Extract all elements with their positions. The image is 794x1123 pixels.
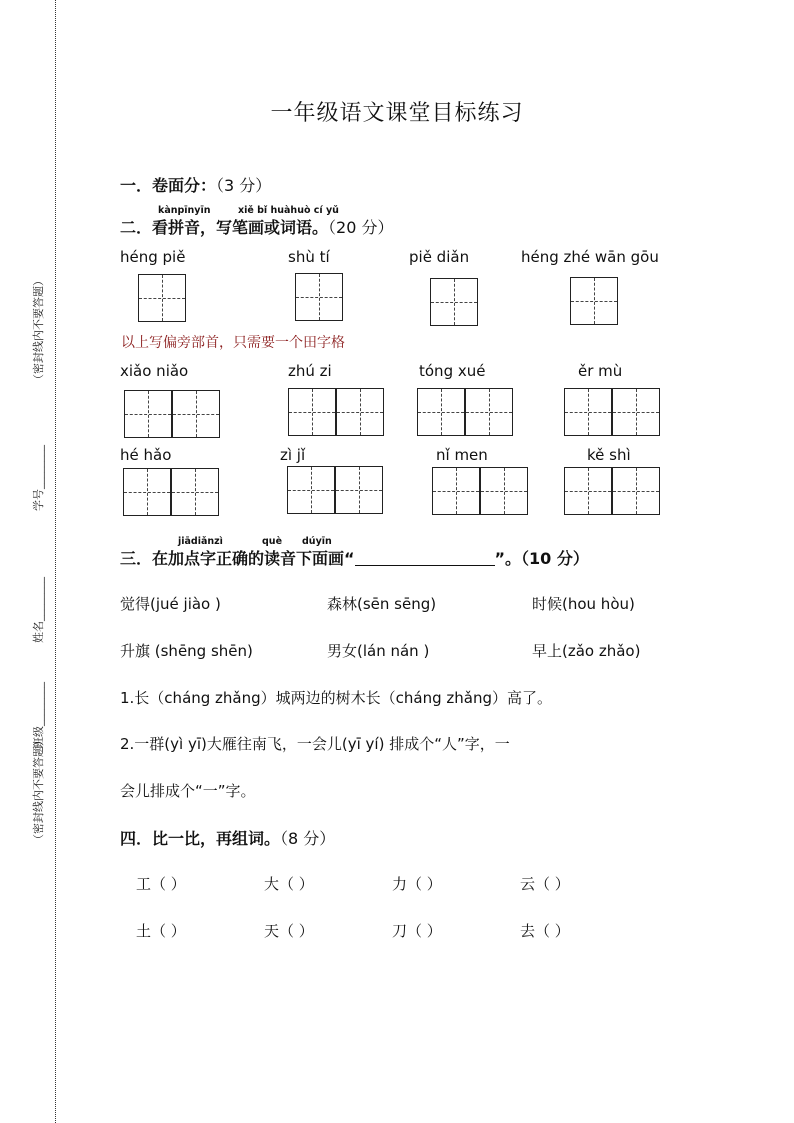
word-pinyin: hé hǎo (120, 446, 172, 464)
word-pinyin: tóng xué (419, 362, 486, 380)
writing-grid-cell[interactable] (124, 390, 172, 438)
writing-grid-cell[interactable] (612, 467, 660, 515)
section-3-heading (120, 546, 589, 569)
writing-grid-cell[interactable] (612, 388, 660, 436)
writing-grid-cell[interactable] (295, 273, 343, 321)
writing-grid-cell[interactable] (138, 274, 186, 322)
section-4-label: 四．比一比，再组词。 (120, 829, 281, 848)
section-2-heading (120, 215, 393, 238)
section-2-label: 二．看拼音，写笔画或词语。 (120, 218, 329, 237)
compare-item: 天（ ） (264, 922, 314, 940)
section-3-ruby-duyin: dúyīn (302, 536, 332, 547)
writing-grid-cell[interactable] (564, 467, 612, 515)
word-pinyin: zì jǐ (280, 446, 306, 464)
writing-grid-cell[interactable] (287, 466, 335, 514)
class-label: 班级________ (32, 682, 45, 748)
sentence-2-line-1: 2.一群(yì yī)大雁往南飞，一会儿(yī yí) 排成个“人”字，一 (120, 735, 510, 753)
writing-grid-cell[interactable] (430, 278, 478, 326)
writing-grid-cell[interactable] (480, 467, 528, 515)
reading-item: 男女(lán nán ) (327, 642, 430, 660)
reading-item: 森林(sēn sēng) (327, 595, 437, 613)
compare-item: 大（ ） (264, 875, 314, 893)
section-2-ruby-kanpinyin: kànpīnyīn (158, 205, 211, 216)
compare-item: 刀（ ） (392, 922, 442, 940)
stroke-pinyin: héng zhé wān gōu (521, 248, 659, 266)
reading-item: 觉得(jué jiào ) (120, 595, 221, 613)
reading-item: 早上(zǎo zhǎo) (532, 642, 641, 660)
section-3-ruby-jiadianzi: jiādiǎnzì (178, 536, 223, 547)
writing-grid-cell[interactable] (417, 388, 465, 436)
writing-grid-cell[interactable] (570, 277, 618, 325)
stroke-pinyin: piě diǎn (409, 248, 470, 266)
name-label: 姓名________ (32, 577, 45, 643)
section-1-label: 一．卷面分： (120, 176, 217, 195)
section-4-heading (120, 826, 335, 849)
writing-grid-cell[interactable] (288, 388, 336, 436)
reading-item: 升旗 (shēng shēn) (120, 642, 253, 660)
writing-grid-cell[interactable] (335, 466, 383, 514)
section-3-label-start: 三．在加点字正确的读音下面画“ (120, 549, 355, 568)
word-pinyin: xiǎo niǎo (120, 362, 189, 380)
section-4-score: （8 分） (280, 829, 336, 848)
compare-item: 力（ ） (392, 875, 442, 893)
word-pinyin: nǐ men (436, 446, 488, 464)
stroke-pinyin: shù tí (288, 248, 330, 266)
section-3-label-end: ”。（10 分） (494, 549, 589, 568)
stroke-pinyin: héng piě (120, 248, 186, 266)
writing-grid-cell[interactable] (123, 468, 171, 516)
writing-grid-cell[interactable] (432, 467, 480, 515)
section-1-heading (120, 173, 271, 196)
section-3-ruby-que: què (262, 536, 283, 547)
word-pinyin: ěr mù (578, 362, 623, 380)
word-pinyin: kě shì (587, 446, 631, 464)
writing-grid-cell[interactable] (564, 388, 612, 436)
compare-item: 去（ ） (520, 922, 570, 940)
seal-notice-bottom: （密封线内不要答题） (32, 735, 45, 845)
writing-grid-cell[interactable] (172, 390, 220, 438)
answer-blank (355, 565, 495, 566)
student-number-label: 学号________ (32, 445, 45, 511)
page-title: 一年级语文课堂目标练习 (270, 101, 524, 126)
writing-grid-cell[interactable] (171, 468, 219, 516)
compare-item: 云（ ） (520, 875, 570, 893)
section-1-score: （3 分） (216, 176, 272, 195)
section-2-ruby-xiebihua: xiě bǐ huàhuò cí yǔ (238, 205, 339, 216)
compare-item: 土（ ） (136, 922, 186, 940)
word-pinyin: zhú zi (288, 362, 332, 380)
writing-grid-cell[interactable] (465, 388, 513, 436)
writing-grid-cell[interactable] (336, 388, 384, 436)
reading-item: 时候(hou hòu) (532, 595, 635, 613)
instruction-note: 以上写偏旁部首，只需要一个田字格 (121, 335, 345, 351)
sentence-1: 1.长（cháng zhǎng）城两边的树木长（cháng zhǎng）高了。 (120, 689, 552, 707)
section-2-score: （20 分） (328, 218, 394, 237)
seal-notice-top: （密封线内不要答题） (32, 275, 45, 385)
sentence-2-line-2: 会儿排成个“一”字。 (120, 782, 256, 800)
binding-dotted-line (55, 0, 56, 1123)
compare-item: 工（ ） (136, 875, 186, 893)
